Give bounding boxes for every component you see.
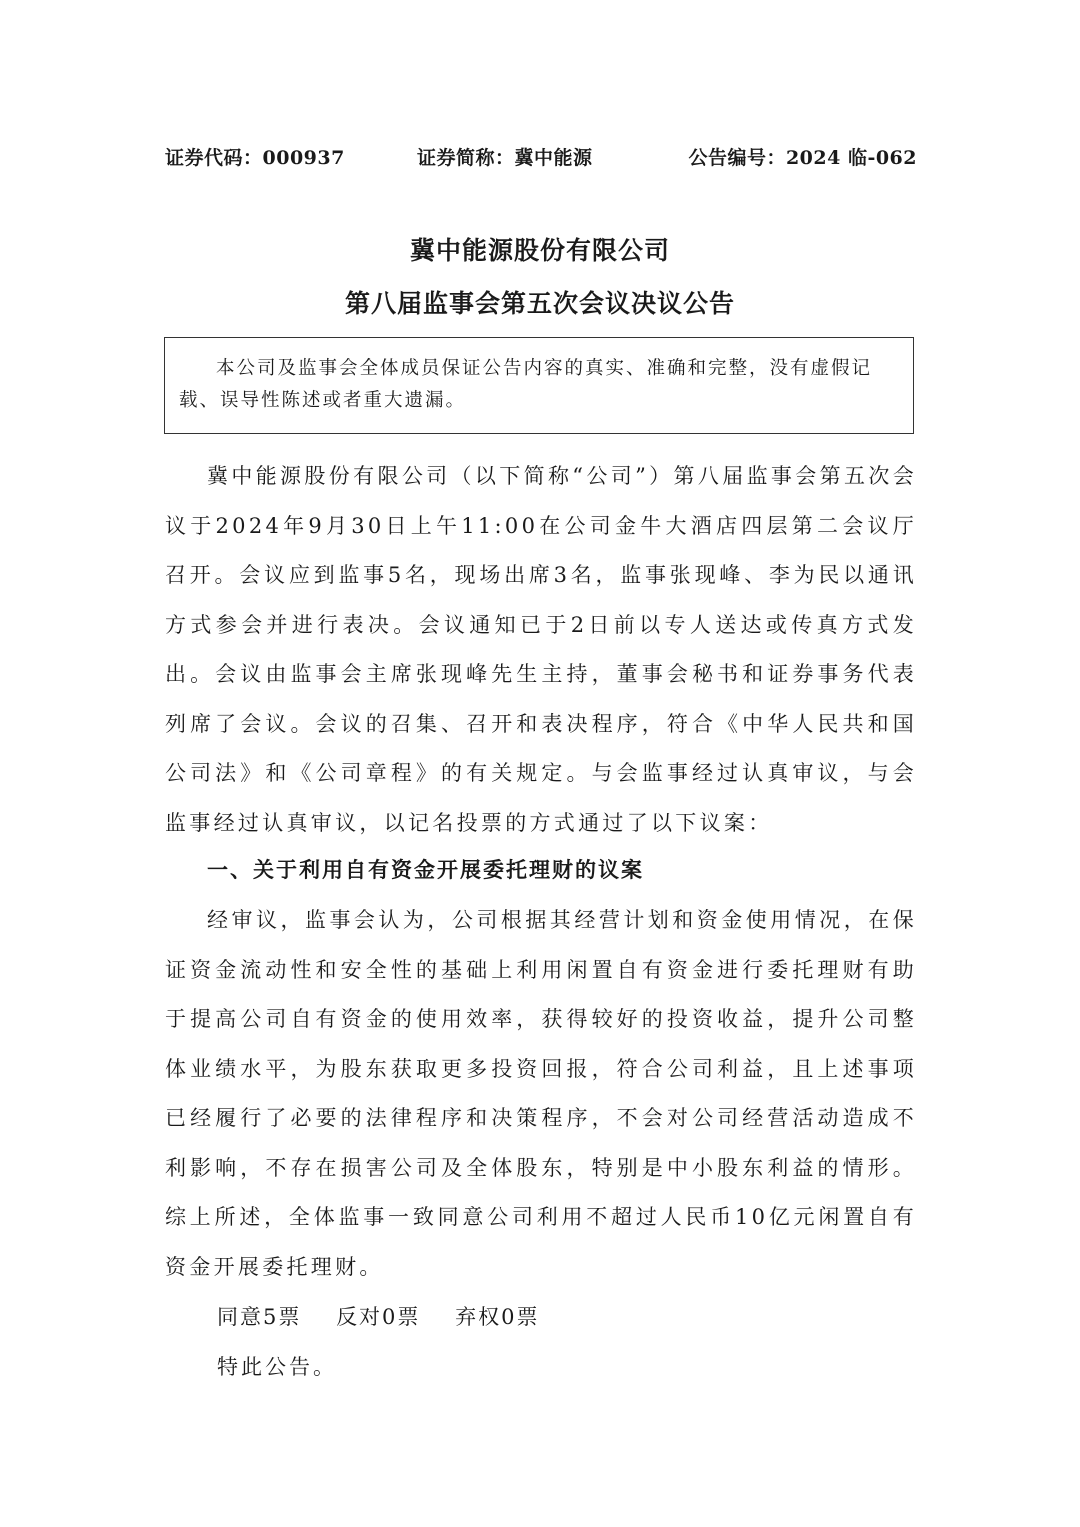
announcement-title: 第八届监事会第五次会议决议公告 <box>344 289 735 318</box>
disclaimer-box <box>164 337 914 434</box>
vote-oppose: 反对0票 <box>336 1305 421 1329</box>
notice-number: 公告编号：2024 临-062 <box>688 147 917 169</box>
announcement-header <box>165 143 917 175</box>
intro-paragraph: 冀中能源股份有限公司（以下简称“公司”）第八届监事会第五次会议于2024年9月30日上午11:00在公司金牛大酒店四层第二会议厅召开。会议应到监事5名，现场出席3名，监事张现峰、李为民以通讯方式参会并进行表决。会议通知已于2日前以专人送达或传真方式发出。会议由监事会主席张现峰先生主持，董事会秘书和证券事务代表列席了会议。会议的召集、召开和表决程序，符合《中华人民共和国公司法》和《公司章程》的有关规定。与会监事经过认真审议，与会监事经过认真审议，以记名投票的方式通过了以下议案： <box>165 464 917 835</box>
closing-statement: 特此公告。 <box>217 1355 337 1379</box>
stock-abbreviation: 证券简称：冀中能源 <box>417 147 593 169</box>
vote-results <box>217 1293 566 1343</box>
disclaimer-text: 本公司及监事会全体成员保证公告内容的真实、准确和完整，没有虚假记载、误导性陈述或者重大遗漏。 <box>179 358 873 411</box>
section-heading: 一、关于利用自有资金开展委托理财的议案 <box>207 858 644 882</box>
vote-agree: 同意5票 <box>217 1305 302 1329</box>
vote-abstain: 弃权0票 <box>455 1305 540 1329</box>
stock-code: 证券代码：000937 <box>165 147 345 169</box>
company-title: 冀中能源股份有限公司 <box>409 236 670 265</box>
section-paragraph: 经审议，监事会认为，公司根据其经营计划和资金使用情况，在保证资金流动性和安全性的基础上利用闲置自有资金进行委托理财有助于提高公司自有资金的使用效率，获得较好的投资收益，提升公司整体业绩水平，为股东获取更多投资回报，符合公司利益，且上述事项已经履行了必要的法律程序和决策程序，不会对公司经营活动造成不利影响，不存在损害公司及全体股东，特别是中小股东利益的情形。综上所述，全体监事一致同意公司利用不超过人民币10亿元闲置自有资金开展委托理财。 <box>165 908 917 1279</box>
